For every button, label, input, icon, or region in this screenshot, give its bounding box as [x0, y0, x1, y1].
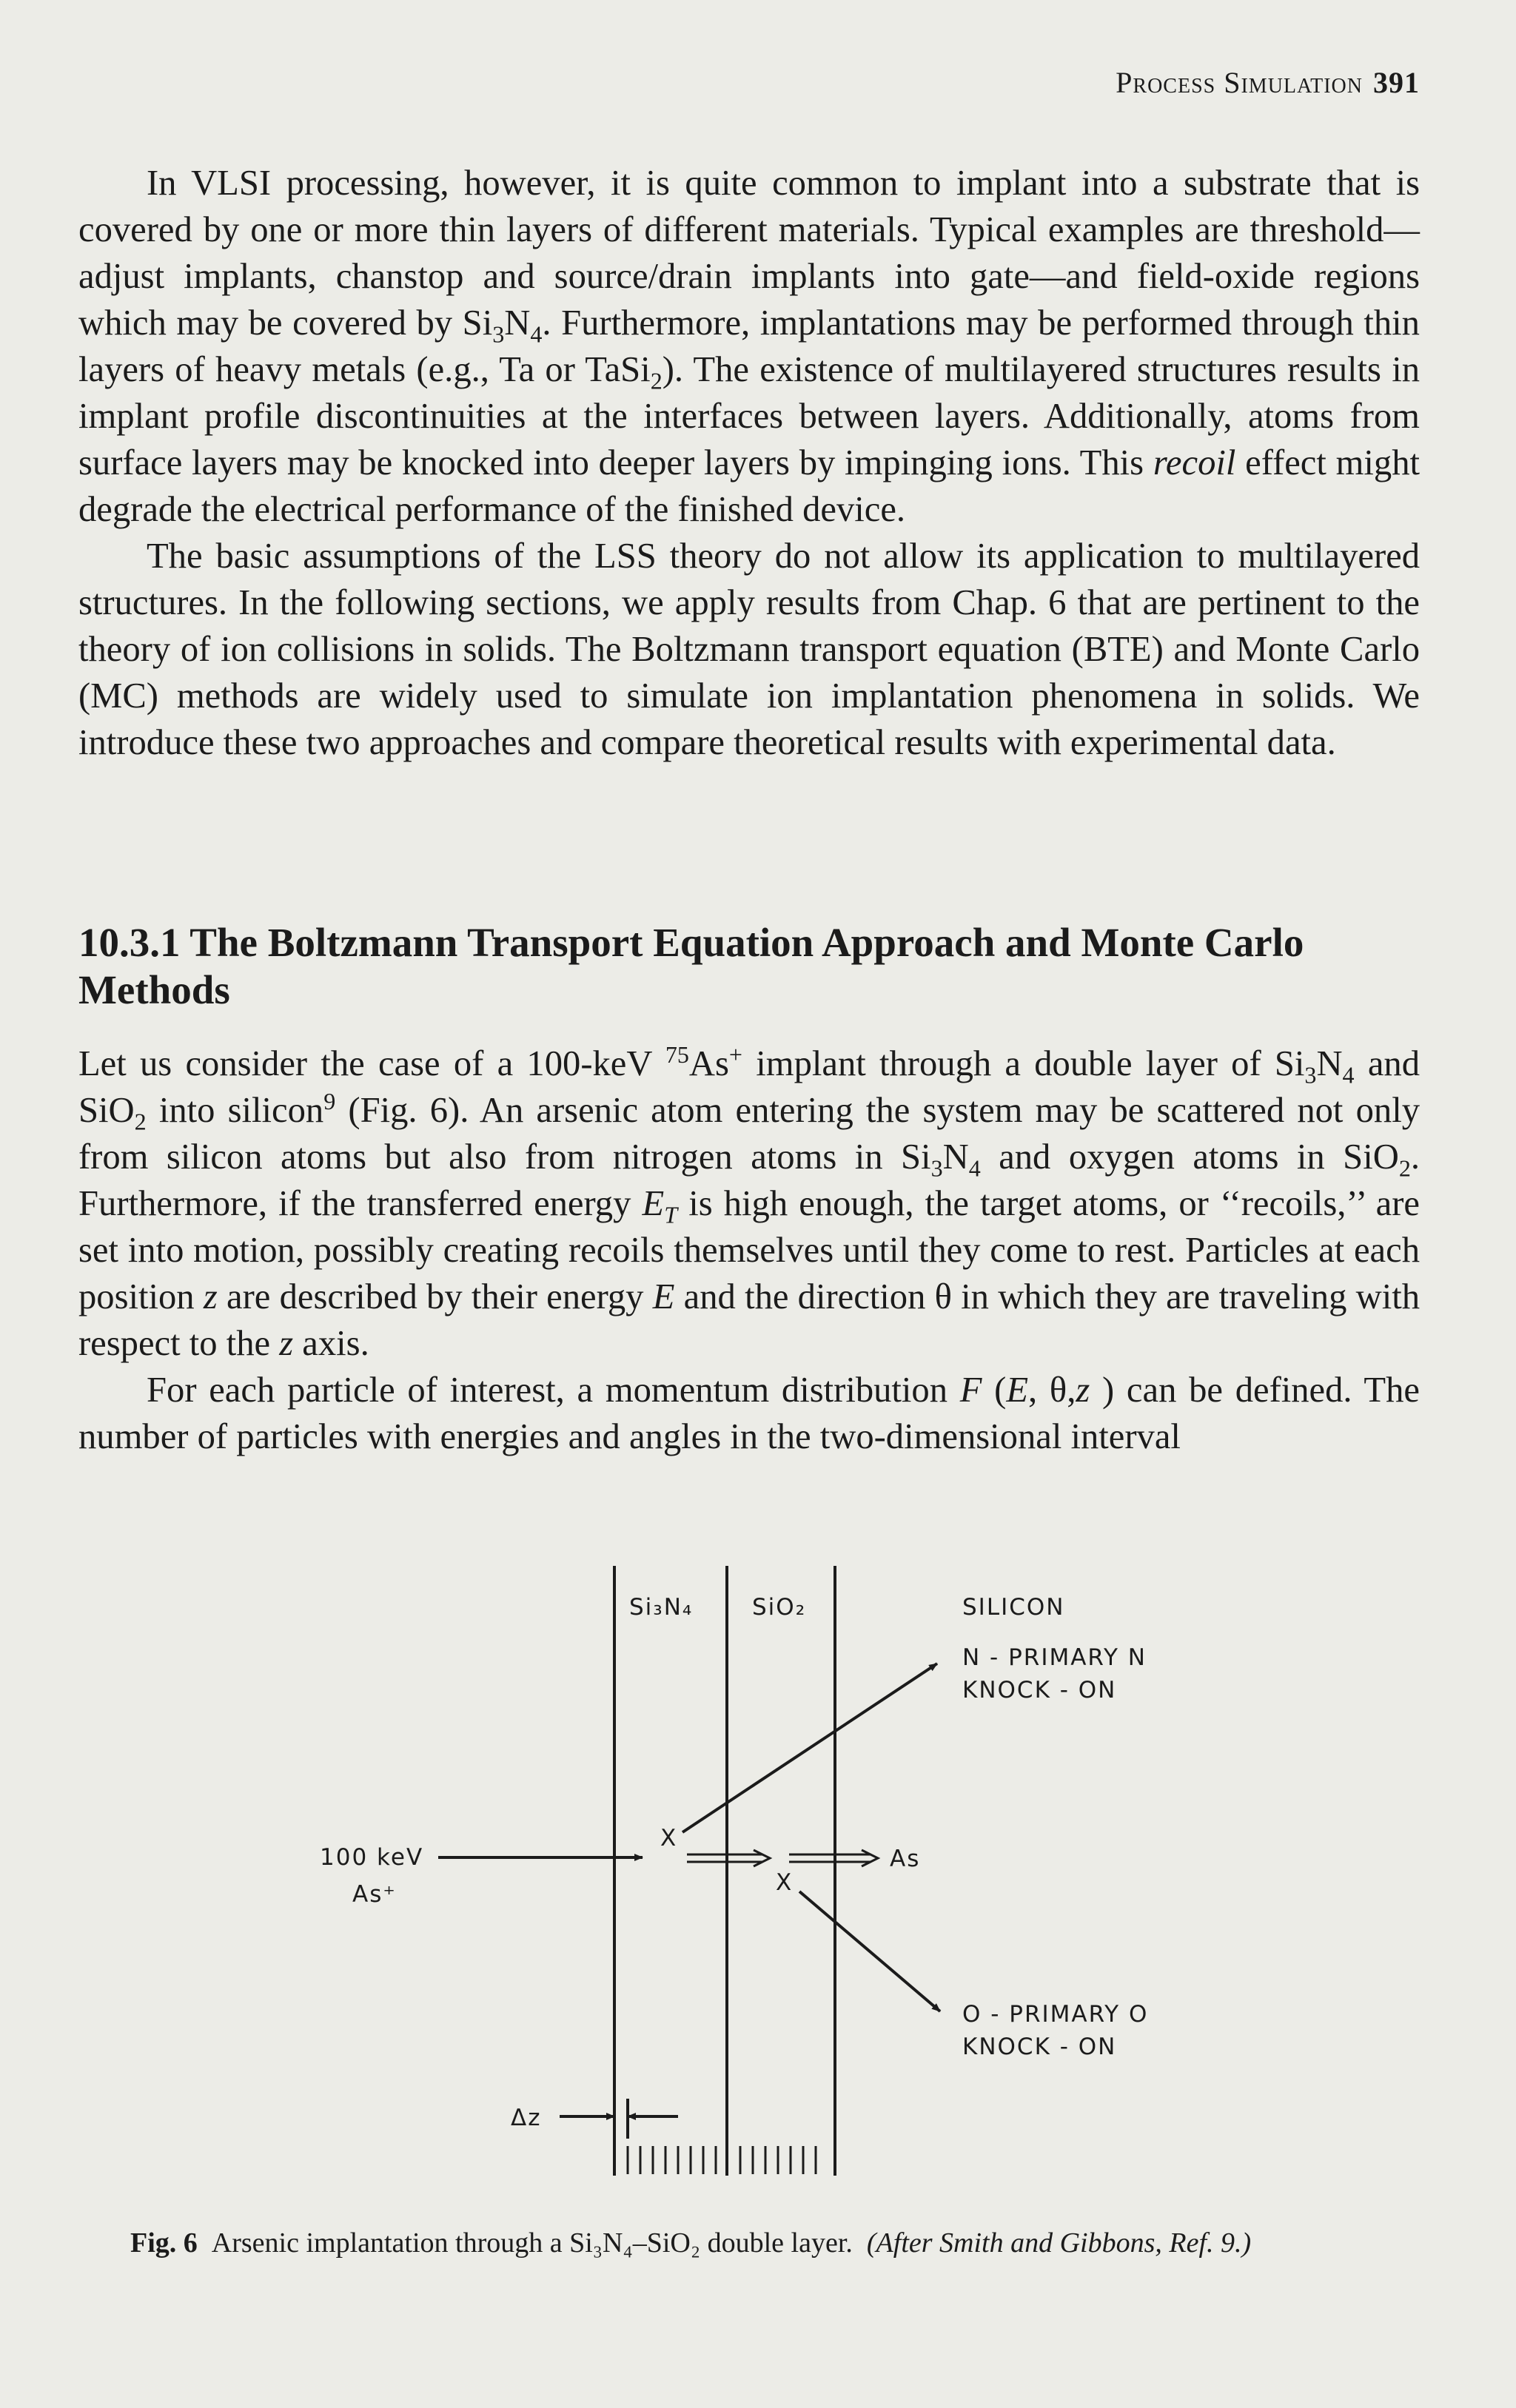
- recoil-term: recoil: [1153, 443, 1236, 482]
- caption-text: Arsenic implantation through a Si₃N₄–SiO₂ double layer.: [211, 2227, 853, 2259]
- header-title: Process Simulation: [1116, 66, 1363, 99]
- collision-mark-1: X: [660, 1825, 678, 1852]
- n-knock-on-trajectory: [682, 1664, 937, 1832]
- label-beam-ion: As⁺: [352, 1881, 397, 1908]
- body-text: [78, 1040, 1420, 1460]
- section-heading: 10.3.1 The Boltzmann Transport Equation Approach and Monte Carlo Methods: [78, 920, 1304, 1012]
- paragraph-2: The basic assumptions of the LSS theory do not allow its application to multilayered structures. In the following sections, we apply results from Chap. 6 that are pertinent to the theory of ion collisions in solids. The Boltzmann transport equation (BTE) and Monte Carlo (MC) methods are widely used to simulate ion implantation phenomena in solids. We introduce these two approaches and compare theoretical results with experimental data.: [78, 536, 1420, 762]
- depth-ticks: [628, 2146, 816, 2174]
- label-n-primary: N - PRIMARY N: [962, 1644, 1147, 1671]
- label-sio2: SiO₂: [752, 1594, 807, 1621]
- label-silicon: SILICON: [962, 1594, 1065, 1621]
- label-beam-energy: 100 keV: [320, 1844, 424, 1871]
- label-n-knock-on: KNOCK - ON: [962, 1677, 1117, 1704]
- implantation-diagram: [0, 1539, 1516, 2235]
- paragraph-3: Let us consider the case of a 100-keV $^{75}$As+ implant through a double layer of $Si_3N_4$ and SiO$_2$ into silicon$^9$ (Fig. 6). An arsenic atom entering the system may be scattered not only from silicon atoms but also from nitrogen atoms in $Si_3N_4$ and oxygen atoms in SiO$_2$. Furthermore, if the transferred energy $E_T$ is high enough, the target atoms, or ‘‘recoils,’’ are set into motion, possibly creating recoils themselves until they come to rest. Particles at each position z are described by their energy E and the direction θ in which they are traveling with respect to the z axis.: [78, 1040, 1421, 1363]
- paragraph-4: For each particle of interest, a momentum distribution F (E, θ,z ) can be defined. The number of particles with energies and angles in the two-dimensional interval: [78, 1370, 1420, 1456]
- paragraph-1: In VLSI processing, however, it is quite common to implant into a substrate that is covered by one or more thin layers of different materials. Typical examples are threshold—adjust implants, chanstop and source/drain implants into gate—and field-oxide regions which may be covered by $Si_3N_4$. Furthermore, implantations may be performed through thin layers of heavy metals (e.g., Ta or TaSi$_2$). The existence of multilayered structures results in implant profile discontinuities at the interfaces between layers. Additionally, atoms from surface layers may be knocked into deeper layers by impinging ions. This recoil effect might degrade the electrical performance of the finished device.: [78, 163, 1420, 529]
- label-as: As: [890, 1846, 921, 1872]
- o-knock-on-trajectory: [799, 1891, 940, 2011]
- label-si3n4: Si₃N₄: [629, 1594, 694, 1621]
- label-o-knock-on: KNOCK - ON: [962, 2034, 1117, 2060]
- figure-caption: [130, 2224, 1463, 2261]
- transmitted-as-arrows: [687, 1850, 878, 1866]
- caption-credit: (After Smith and Gibbons, Ref. 9.): [866, 2227, 1252, 2259]
- page-number: 391: [1373, 66, 1420, 99]
- caption-label: Fig. 6: [130, 2227, 198, 2259]
- intro-text: [78, 160, 1420, 766]
- figure-6: [0, 1539, 1516, 2235]
- label-delta-z: Δz: [511, 2105, 542, 2131]
- running-header: [1116, 65, 1420, 100]
- label-o-primary: O - PRIMARY O: [962, 2001, 1149, 2028]
- collision-mark-2: X: [776, 1869, 794, 1896]
